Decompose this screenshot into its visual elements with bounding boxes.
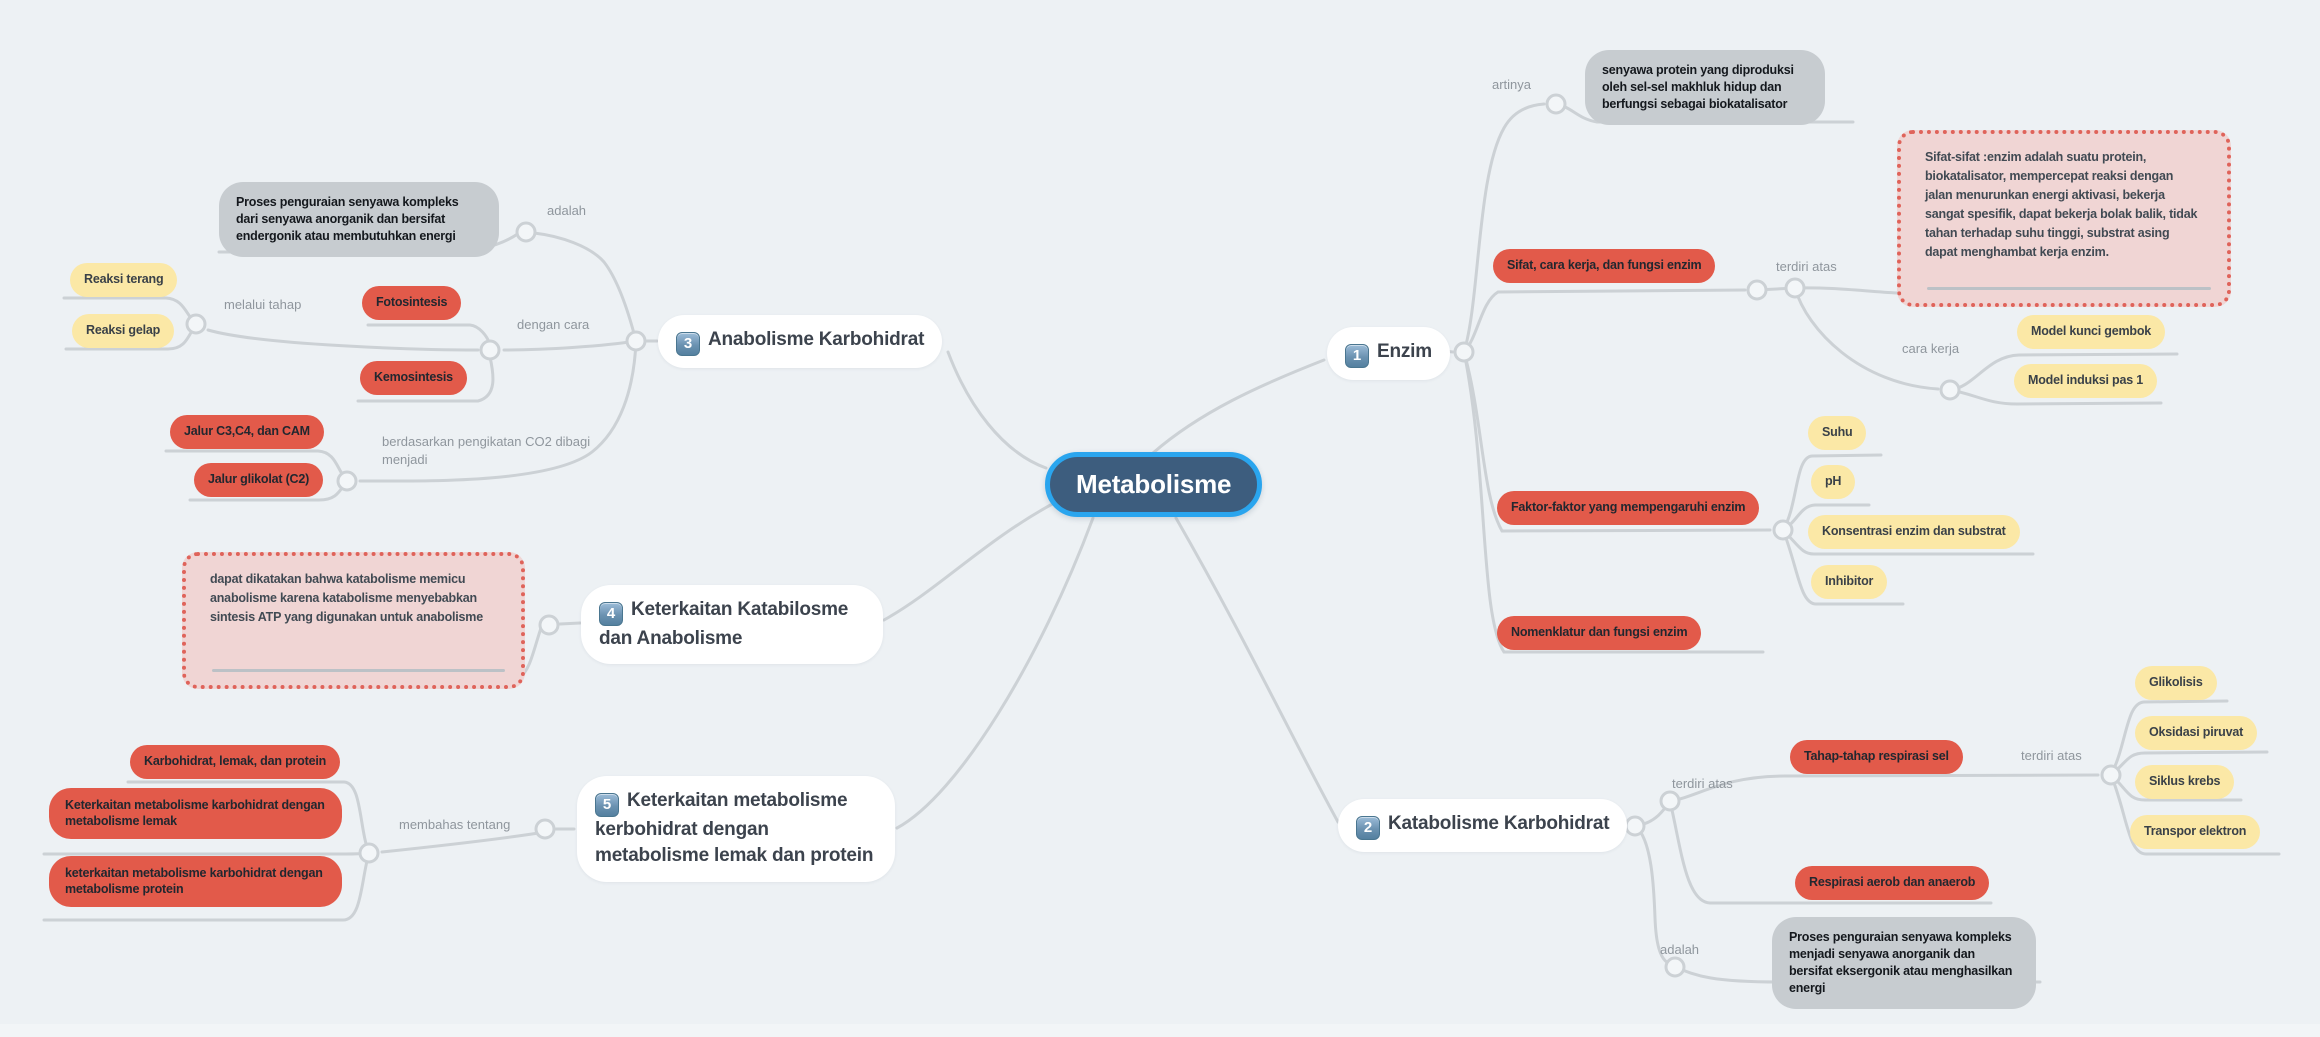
note-underline — [212, 669, 505, 672]
note-sifat-enzim-detail[interactable] — [1897, 130, 2231, 307]
junction-dot — [1626, 817, 1644, 835]
node-suhu[interactable]: Suhu — [1808, 416, 1866, 450]
node-transpor-elektron[interactable]: Transpor elektron — [2130, 815, 2260, 849]
note-anabolisme-definition[interactable]: Proses penguraian senyawa kompleks dari senyawa anorganik dan bersifat endergonik atau membutuhkan energi — [219, 182, 499, 257]
node-reaksi-gelap[interactable]: Reaksi gelap — [72, 314, 174, 348]
node-faktor-mempengaruhi-enzim[interactable]: Faktor-faktor yang mempengaruhi enzim — [1497, 491, 1759, 525]
branch-node-keterkaitan-lemak-protein[interactable] — [577, 776, 895, 882]
connector — [1464, 104, 1544, 352]
junction-dot — [1941, 381, 1959, 399]
node-jalur-c3-c4-cam[interactable]: Jalur C3,C4, dan CAM — [170, 415, 324, 449]
keycap-3-icon: 3 — [676, 332, 700, 356]
connector — [1153, 360, 1324, 453]
node-ph[interactable]: pH — [1811, 465, 1855, 499]
note-katabolisme-definition[interactable]: Proses penguraian senyawa kompleks menjadi senyawa anorganik dan bersifat eksergonik atau menghasilkan energi — [1772, 917, 2036, 1009]
branch-title: Anabolisme Karbohidrat — [708, 329, 925, 350]
note-keterkaitan-detail[interactable] — [182, 552, 525, 689]
junction-dot — [1774, 521, 1792, 539]
connector — [884, 502, 1056, 620]
node-glikolisis[interactable]: Glikolisis — [2135, 666, 2217, 700]
node-keterkaitan-metabolisme-lemak[interactable]: Keterkaitan metabolisme karbohidrat dengan metabolisme lemak — [49, 788, 342, 839]
branch-node-anabolisme[interactable] — [658, 315, 942, 368]
branch-node-keterkaitan-katabolisme-anabolisme[interactable] — [581, 585, 883, 664]
branch-title: Keterkaitan metabolisme kerbohidrat dengan metabolisme lemak dan protein — [595, 790, 874, 867]
node-fotosintesis[interactable]: Fotosintesis — [362, 286, 461, 320]
junction-dot — [1748, 281, 1766, 299]
branch-title: Keterkaitan Katabilosme dan Anabolisme — [599, 599, 849, 649]
node-kemosintesis[interactable]: Kemosintesis — [360, 361, 467, 395]
keycap-5-icon: 5 — [595, 793, 619, 817]
junction-dot — [1661, 792, 1679, 810]
node-respirasi-aerob-anaerob[interactable]: Respirasi aerob dan anaerob — [1795, 866, 1989, 900]
edge-label-adalah-katabolisme: adalah — [1660, 942, 1700, 957]
junction-dot — [481, 341, 499, 359]
junction-dot — [1455, 343, 1473, 361]
junction-dot — [338, 472, 356, 490]
keycap-4-icon: 4 — [599, 602, 623, 626]
edge-label-terdiri-atas-tahap: terdiri atas — [2021, 748, 2082, 763]
edge-label-adalah-anabolisme: adalah — [547, 203, 587, 218]
branch-title: Katabolisme Karbohidrat — [1388, 813, 1610, 834]
node-tahap-respirasi-sel[interactable]: Tahap-tahap respirasi sel — [1790, 740, 1963, 774]
edge-label-melalui-tahap: melalui tahap — [224, 297, 302, 312]
node-siklus-krebs[interactable]: Siklus krebs — [2135, 765, 2234, 799]
connector — [1795, 288, 1897, 293]
node-konsentrasi-enzim-substrat[interactable]: Konsentrasi enzim dan substrat — [1808, 515, 2020, 549]
junction-dot — [2102, 766, 2120, 784]
edge-label-terdiri-atas-enzim: terdiri atas — [1776, 259, 1837, 274]
connector — [1464, 290, 1745, 352]
center-node-metabolisme[interactable]: Metabolisme — [1045, 452, 1262, 517]
keycap-2-icon: 2 — [1356, 816, 1380, 840]
junction-dot — [1786, 279, 1804, 297]
node-inhibitor[interactable]: Inhibitor — [1811, 565, 1887, 599]
connector — [560, 623, 580, 624]
node-jalur-glikolat-c2[interactable]: Jalur glikolat (C2) — [194, 463, 323, 497]
connector — [897, 518, 1093, 828]
node-keterkaitan-metabolisme-protein[interactable]: keterkaitan metabolisme karbohidrat dengan metabolisme protein — [49, 856, 342, 907]
node-nomenklatur-fungsi-enzim[interactable]: Nomenklatur dan fungsi enzim — [1497, 616, 1701, 650]
connector — [948, 352, 1046, 468]
connector — [1176, 518, 1338, 822]
note-enzim-definition[interactable]: senyawa protein yang diproduksi oleh sel-sel makhluk hidup dan berfungsi sebagai biokatalisator — [1585, 50, 1825, 125]
note-text: dapat dikatakan bahwa katabolisme memicu anabolisme karena katabolisme menyebabkan sintesis ATP yang digunakan untuk anabolisme — [210, 572, 483, 624]
junction-dot — [187, 315, 205, 333]
junction-dot — [1547, 95, 1565, 113]
connector — [1670, 775, 2098, 801]
node-model-kunci-gembok[interactable]: Model kunci gembok — [2017, 315, 2165, 349]
junction-dot — [1666, 958, 1684, 976]
junction-dot — [627, 332, 645, 350]
edge-label-terdiri-atas-katabolisme: terdiri atas — [1672, 776, 1733, 791]
edge-label-dengan-cara: dengan cara — [517, 317, 590, 332]
branch-node-enzim[interactable] — [1327, 327, 1450, 380]
node-model-induksi-pas[interactable]: Model induksi pas 1 — [2014, 364, 2157, 398]
connector — [368, 325, 489, 342]
connector — [504, 341, 636, 350]
branch-title: Enzim — [1377, 341, 1432, 362]
note-text: Sifat-sifat :enzim adalah suatu protein, biokatalisator, mempercepat reaksi dengan jalan menurunkan energi aktivasi, bekerja sangat spesifik, dapat bekerja bolak balik, tidak tahan terhadap suhu tinggi, substrat asing dapat menghambat kerja enzim. — [1925, 150, 2198, 259]
edge-label-artinya: artinya — [1492, 77, 1532, 92]
edge-label-berdasarkan-co2: berdasarkan pengikatan CO2 dibagi menjadi — [382, 434, 591, 467]
node-sifat-cara-kerja-fungsi-enzim[interactable]: Sifat, cara kerja, dan fungsi enzim — [1493, 249, 1715, 283]
junction-dot — [517, 223, 535, 241]
connector — [208, 330, 478, 350]
junction-dot — [540, 616, 558, 634]
edge-label-cara-kerja: cara kerja — [1902, 341, 1960, 356]
branch-node-katabolisme[interactable] — [1338, 799, 1627, 852]
junction-dot — [360, 844, 378, 862]
note-underline — [1927, 287, 2211, 290]
connector — [44, 853, 369, 854]
keycap-1-icon: 1 — [1345, 344, 1369, 368]
junction-dot — [536, 820, 554, 838]
node-oksidasi-piruvat[interactable]: Oksidasi piruvat — [2135, 716, 2257, 750]
connector — [382, 832, 545, 852]
edge-label-membahas-tentang: membahas tentang — [399, 817, 511, 832]
node-reaksi-terang[interactable]: Reaksi terang — [70, 263, 177, 297]
node-karbohidrat-lemak-protein[interactable]: Karbohidrat, lemak, dan protein — [130, 745, 340, 779]
